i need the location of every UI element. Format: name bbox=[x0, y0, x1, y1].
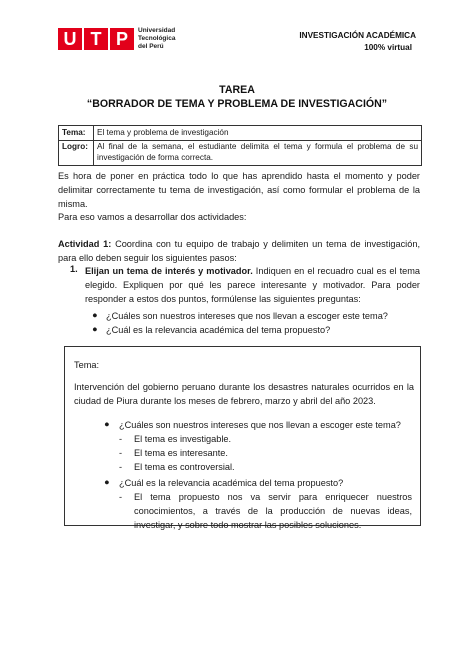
bullet-icon: ● bbox=[92, 310, 98, 320]
header-department: INVESTIGACIÓN ACADÉMICA bbox=[299, 31, 416, 40]
university-line-3: del Perú bbox=[138, 43, 164, 50]
dash-icon: - bbox=[119, 434, 123, 444]
bullet-icon: ● bbox=[104, 419, 110, 429]
dash-icon: - bbox=[119, 448, 123, 458]
question-item: ¿Cuál es la relevancia académica del tema propuesto? bbox=[106, 325, 331, 335]
bullet-icon: ● bbox=[92, 324, 98, 334]
table-row bbox=[59, 126, 422, 141]
step-1-paragraph bbox=[85, 264, 420, 306]
activity-1-paragraph bbox=[58, 237, 420, 265]
step-1-text: Indiquen en el recuadro cual es el tema elegido. Expliquen por qué les parece interesante y motivador. Para poder responder a estos dos puntos, formúlense las siguientes preguntas: bbox=[85, 266, 420, 304]
step-number: 1. bbox=[70, 264, 78, 274]
answer-question-2: ¿Cuál es la relevancia académica del tema propuesto? bbox=[119, 478, 344, 488]
answer-item: El tema es controversial. bbox=[134, 462, 235, 472]
row-key: Tema: bbox=[59, 126, 94, 141]
table-row bbox=[59, 140, 422, 165]
dash-icon: - bbox=[119, 462, 123, 472]
university-line-1: Universidad bbox=[138, 27, 176, 34]
activity-1-text: Coordina con tu equipo de trabajo y delimiten un tema de investigación, para ello deben seguir los siguientes pasos: bbox=[58, 239, 420, 263]
row-key: Logro: bbox=[59, 140, 94, 165]
answer-item: El tema es investigable. bbox=[134, 434, 232, 444]
doc-subtitle: “BORRADOR DE TEMA Y PROBLEMA DE INVESTIGACIÓN” bbox=[86, 98, 388, 110]
logo-letter-p: P bbox=[110, 28, 134, 50]
answer-label: Tema: bbox=[74, 360, 100, 370]
step-1-heading: Elijan un tema de interés y motivador. bbox=[85, 266, 253, 276]
answer-item: El tema es interesante. bbox=[134, 448, 228, 458]
answer-topic: Intervención del gobierno peruano durante los desastres naturales ocurridos en la ciudad de Piura durante los meses de febrero, marzo y abril del año 2023. bbox=[74, 382, 414, 406]
row-value: Al final de la semana, el estudiante delimita el tema y formula el problema de su investigación de forma correcta. bbox=[94, 140, 422, 165]
info-table bbox=[58, 125, 422, 166]
logo-letter-u: U bbox=[58, 28, 82, 50]
answer-item: El tema propuesto nos va servir para enriquecer nuestros conocimientos, a través de la producción de nuevas ideas, investigar, y sobre todo mostrar las posibles soluciones. bbox=[134, 492, 412, 530]
logo-letter-t: T bbox=[84, 28, 108, 50]
bullet-icon: ● bbox=[104, 477, 110, 487]
header-mode: 100% virtual bbox=[364, 43, 412, 52]
intro-paragraph: Es hora de poner en práctica todo lo que has aprendido hasta el momento y poder delimitar correctamente tu tema de investigación, así como formular el problema de la misma. bbox=[58, 171, 420, 209]
university-name bbox=[138, 27, 175, 51]
activities-intro: Para eso vamos a desarrollar dos actividades: bbox=[58, 212, 247, 222]
university-line-2: Tecnológica bbox=[138, 35, 176, 42]
row-value: El tema y problema de investigación bbox=[94, 126, 422, 141]
question-item: ¿Cuáles son nuestros intereses que nos llevan a escoger este tema? bbox=[106, 311, 388, 321]
dash-icon: - bbox=[119, 492, 123, 502]
doc-title: TAREA bbox=[219, 84, 255, 96]
activity-1-label: Actividad 1: bbox=[58, 239, 112, 249]
answer-question-1: ¿Cuáles son nuestros intereses que nos llevan a escoger este tema? bbox=[119, 420, 401, 430]
